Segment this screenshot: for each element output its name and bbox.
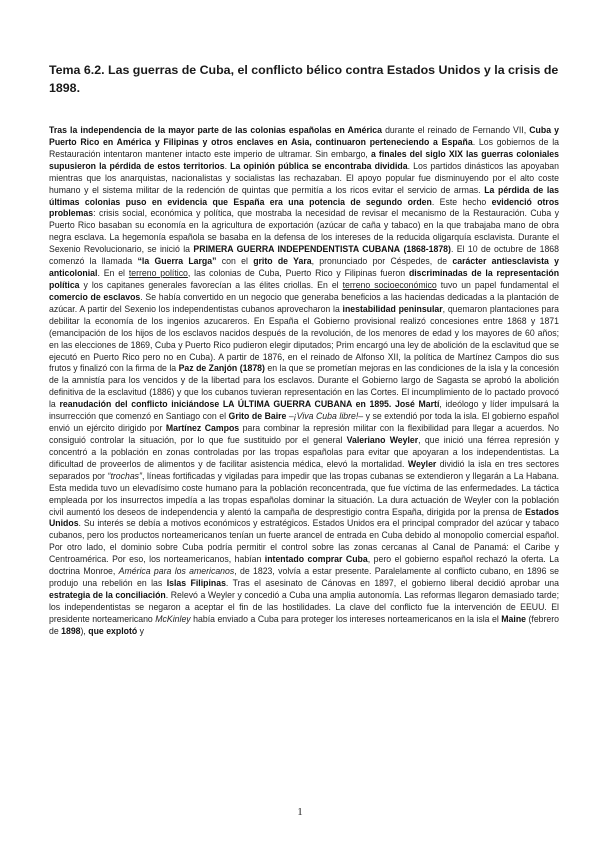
bold-text: Islas Filipinas [166,578,226,589]
bold-text: Paz de Zanjón [178,363,238,374]
bold-text: Valeriano Weyler [346,434,419,445]
bold-text: intentado comprar Cuba [264,554,368,565]
bold-text: Grito de Baire [228,411,287,422]
bold-text: estrategia de la conciliación [49,589,166,600]
body-text-run: , de 1823, volvía a estar presente. Paralelamente al conflicto cubano, en 1896 se produjo una rebelión en las [49,566,559,589]
bold-text: La pérdida de las últimas colonias puso en evidencia que España era una potencia de segundo orden [49,184,559,207]
bold-text: La opinión pública se encontraba dividida [230,160,408,171]
underlined-text: terreno socioeconómico [342,279,437,290]
bold-text: (1878) [239,363,265,374]
page-number: 1 [297,806,303,818]
body-text-run: – [286,411,294,422]
bold-text: “la Guerra Larga” [137,256,217,267]
body-text-run: . Este hecho [431,196,492,207]
bold-text: grito de Yara [253,256,312,267]
bold-text: discriminadas de la representación política [49,268,560,290]
body-text-run: . Los gobiernos de la Restauración intentaron mantener intacto este imperio de ultramar. Sin embargo, [49,136,559,159]
body-text-run: durante el reinado de Fernando VII, [381,125,530,135]
bold-text: Maine [501,613,526,624]
body-text-run: . Se había convertido en un negocio que generaba beneficios a las haciendas dedicadas a la plantación de azúcar. A partir del Sexenio los independentistas cubanos aprovecharon la [49,291,559,314]
body-text-run: . El 10 de octubre de 1868 comenzó la llamada [49,244,559,267]
body-text-run: y los capitanes generales favorecían a las élites criollas. En el [79,279,343,290]
italic-text: América para los americanos [118,566,235,577]
body-text-run: tuvo un papel fundamental el [436,279,559,290]
body-text-run: . En el [97,268,129,279]
body-text-run: , las colonias de Cuba, Puerto Rico y Filipinas fueron [187,268,409,279]
body-text-run: . Su interés se debía a motivos económicos y estratégicos. Estados Unidos era el principal comprador del azúcar y tabaco cubanos, pero los productos norteamericanos tenían un fuerte arancel de entrada en Cuba debido al monopolio comercial español. Por otro lado, el dominio sobre Cuba podría permitir el control sobre las zonas cercanas al Canal de Panamá: el Caribe y Centroamérica. Por eso, los norteamericanos, habían [49,518,559,565]
bold-text: 1898 [61,625,81,636]
body-text-run: . Tras el asesinato de Cánovas en 1897, el gobierno liberal decidió aprobar una [225,578,560,589]
document-title: Tema 6.2. Las guerras de Cuba, el conflicto bélico contra Estados Unidos y la crisis de 1898. [49,63,559,95]
italic-text: “trochas” [107,470,142,481]
body-text-run: , pronunciado por Céspedes, de [311,256,453,267]
bold-text: Tras la independencia de la mayor parte de las colonias españolas en América [49,125,382,135]
body-text-run: ), [80,625,89,636]
bold-text: que explotó [88,625,138,636]
body-text-run: , que inició una férrea represión y concentró a la población en zonas controladas por las tropas españolas para evitar que apoyaran a los independentistas. La dificultad de proveerlos de alimentos y de facilitar asistencia médica, elevó la mortalidad. [49,434,559,469]
body-text-run: (febrero de [49,613,560,636]
bold-text: (1868-1878) [403,244,451,255]
italic-text: ¡Viva Cuba libre! [293,411,359,422]
bold-text: inestabilidad peninsular [342,303,443,314]
body-text-run: , pero el gobierno español rechazó la oferta. La doctrina Monroe, [49,554,560,577]
italic-text: McKinley [155,613,191,624]
bold-text: Martínez Campos [165,423,240,434]
body-paragraph [49,125,559,638]
body-text-run: con el [216,256,254,267]
body-text-run: para combinar la represión militar con la flexibilidad para llegar a acuerdos. No consiguió controlar la situación, por lo que fue sustituido por el general [49,423,559,445]
bold-text: reanudación del conflicto iniciándose LA ÚLTIMA GUERRA CUBANA en 1895. José Martí [59,399,440,410]
bold-text: PRIMERA GUERRA INDEPENDENTISTA CUBANA [193,244,401,255]
body-text-run: dividió la isla en tres sectores separados por [49,458,559,481]
body-text-run: : crisis social, económica y política, que mostraba la necesidad de revisar el mecanismo de la Restauración. Cuba y Puerto Rico basaban su economía en la agricultura de exportación (azúcar de caña y tabaco) en la que trabajaba mano de obra negra esclava. La hegemonía española se basaba en la defensa de los intereses de la reducida oligarquía esclavista. Durante el Sexenio Revolucionario, se inició la [49,208,559,255]
bold-text: carácter antiesclavista y anticolonial [49,256,559,279]
body-text-run: , ideólogo y líder impulsará la insurrección que comenzó en Santiago con el [49,399,559,422]
bold-text: Weyler [407,458,437,469]
body-text-run: . Relevó a Weyler y concedió a Cuba una amplia autonomía. Las reformas llegaron demasiado tarde; los independentistas se negaron a aceptar el fin de las hostilidades. La clave del conflicto fue la intervención de EEUU. El presidente norteamericano [49,589,560,624]
underlined-text: terreno político [128,268,188,279]
body-text-run: , líneas fortificadas y vigiladas para impedir que las tropas cubanas se extendieron y llegarán a La Habana. Esta medida tuvo un elevadísimo coste humano para la población reconcentrada, que fue víctima de las enfermedades. La táctica empleada por los insurrectos impedía a las tropas españolas dominar la situación. La dura actuación de Weyler con la población civil aumentó los deseos de independencia y alentó la campaña de desprestigio contra España, dirigida por la prensa de [49,470,560,517]
body-text-run: . Los partidos dinásticos las apoyaban mientras que los anarquistas, nacionalistas y socialistas las rechazaban. El apoyo popular fue disminuyendo por el alto coste humano y el sistema militar de la redención de quintas que permitía a los ricos evitar el servicio de armas. [49,160,559,195]
body-text-run: en la que se prometían mejoras en las condiciones de la isla y la concesión de la amnistía para los vencidos y de la libertad para los esclavos. Durante el Gobierno largo de Sagasta se aprobó la abolición definitiva de la esclavitud (1886) y que los cubanos tuvieran representación en las Cortes. El incumplimiento de lo pactado provocó la [49,363,559,410]
body-text-run: , quemaron plantaciones para debilitar la economía de los ingenios azucareros. En España el Gobierno provisional realizó concesiones entre 1868 y 1871 (emancipación de los hijos de los esclavos nacidos después de la revolución, de los menores de edad y los mayores de 60 años; en las elecciones de 1869, Cuba y Puerto Rico pudieron elegir diputados; Prim encargó una ley de abolición de la esclavitud que se ejecutó en Puerto Rico pero no en Cuba). A partir de 1876, en el reinado de Alfonso XII, la política de Martínez Campos dio sus frutos y finalizó con la firma de la [49,303,559,374]
bold-text: Estados Unidos [49,506,559,529]
body-text-run: y [137,625,145,636]
body-text-run: – y se extendió por toda la isla. El gobierno español envió un ejército dirigido por [49,411,559,434]
bold-text: Cuba y Puerto Rico en América y Filipinas y otros enclaves en Asia, continuaron perteneciendo a España [49,125,559,147]
bold-text: comercio de esclavos [49,291,141,302]
body-text-run: . [224,160,231,171]
bold-text: a finales del siglo XIX las guerras coloniales supusieron la pérdida de estos territorios [49,148,559,171]
body-text-run: había enviado a Cuba para proteger los intereses norteamericanos en la isla el [190,613,502,624]
bold-text: evidenció otros problemas [49,196,560,219]
